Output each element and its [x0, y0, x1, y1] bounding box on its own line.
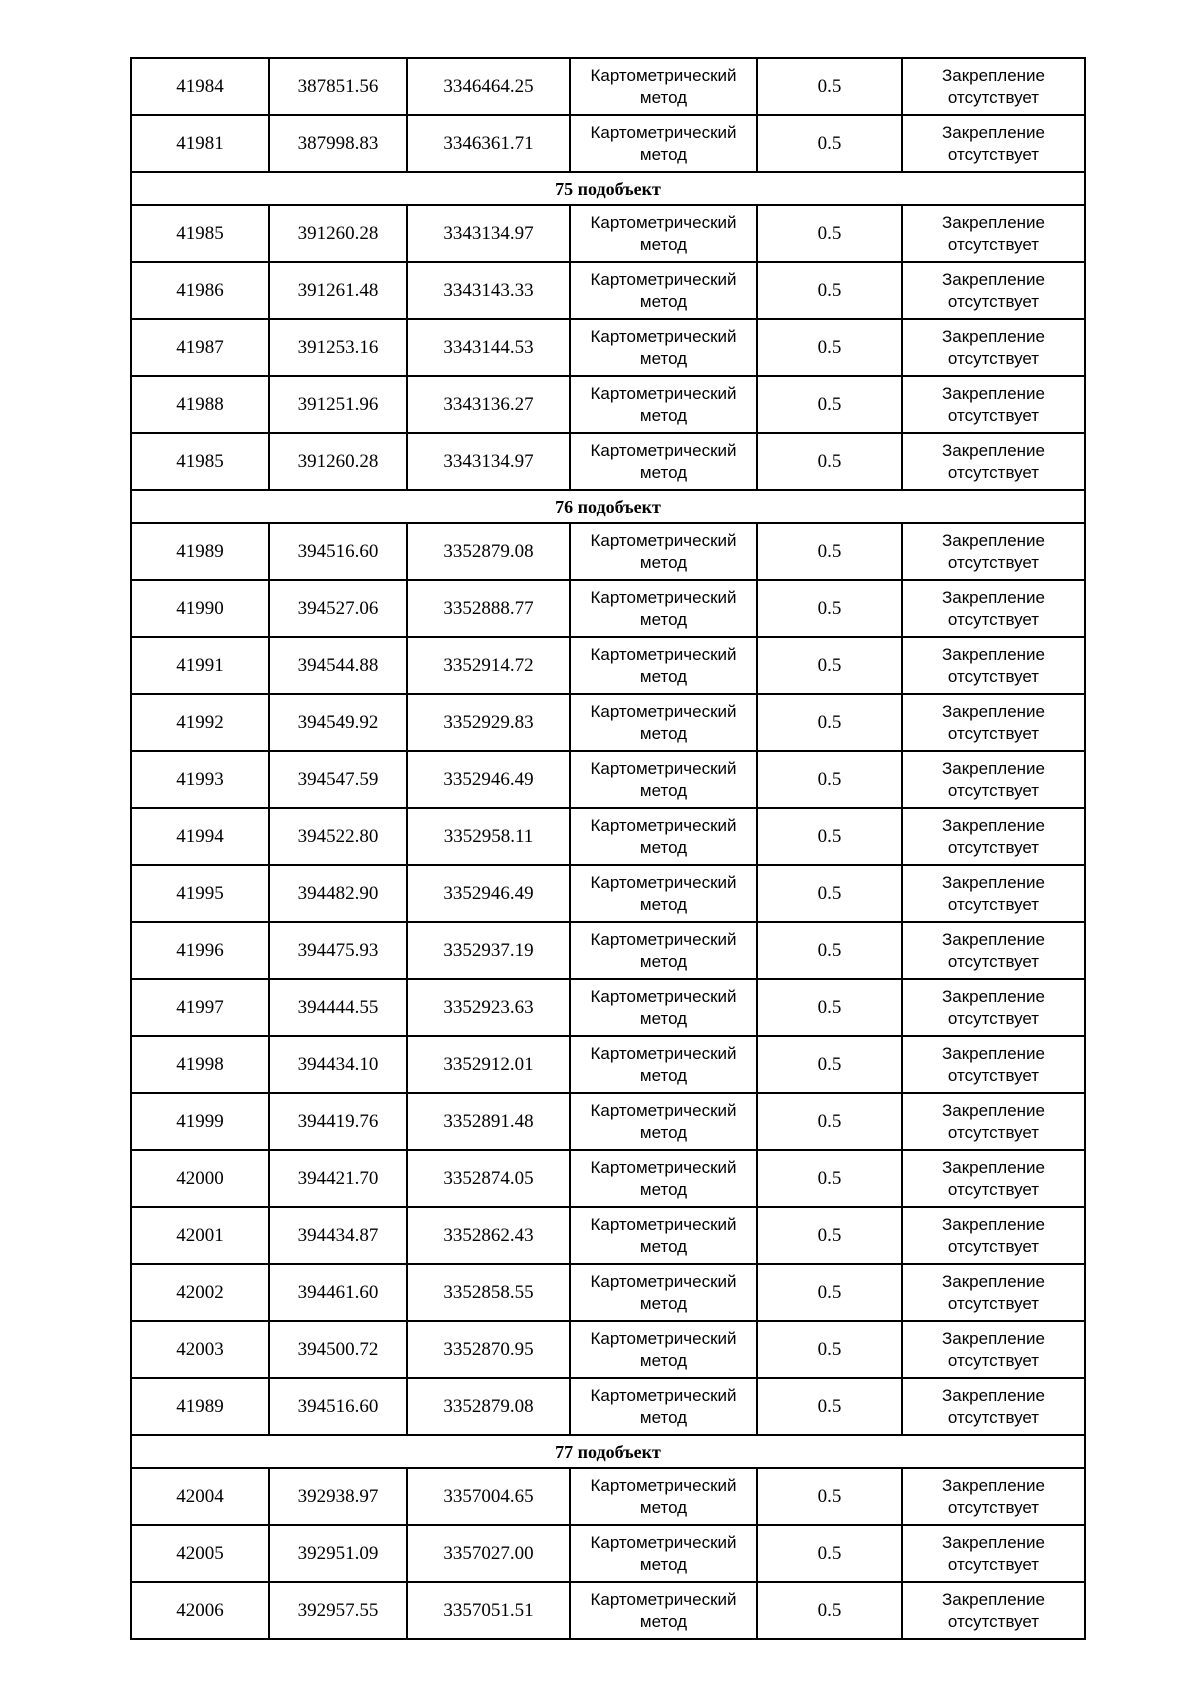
- accuracy-cell: 0.5: [757, 922, 902, 979]
- x-coordinate-cell: 394522.80: [269, 808, 407, 865]
- fixation-cell: Закрепление отсутствует: [902, 694, 1085, 751]
- point-number-cell: 41995: [131, 865, 269, 922]
- fixation-cell: Закрепление отсутствует: [902, 1036, 1085, 1093]
- section-header-label: 75 подобъект: [131, 172, 1085, 205]
- accuracy-cell: 0.5: [757, 865, 902, 922]
- fixation-cell: Закрепление отсутствует: [902, 1093, 1085, 1150]
- y-coordinate-cell: 3352923.63: [407, 979, 570, 1036]
- table-row: [131, 1582, 1085, 1639]
- fixation-cell: Закрепление отсутствует: [902, 1525, 1085, 1582]
- table-row: [131, 1525, 1085, 1582]
- table-row: [131, 1378, 1085, 1435]
- method-cell: Картометрический метод: [570, 1525, 757, 1582]
- y-coordinate-cell: 3343134.97: [407, 205, 570, 262]
- x-coordinate-cell: 394434.87: [269, 1207, 407, 1264]
- fixation-cell: Закрепление отсутствует: [902, 922, 1085, 979]
- fixation-cell: Закрепление отсутствует: [902, 523, 1085, 580]
- point-number-cell: 41999: [131, 1093, 269, 1150]
- table-row: [131, 1264, 1085, 1321]
- accuracy-cell: 0.5: [757, 1036, 902, 1093]
- fixation-cell: Закрепление отсутствует: [902, 1378, 1085, 1435]
- fixation-cell: Закрепление отсутствует: [902, 1321, 1085, 1378]
- table-row: [131, 865, 1085, 922]
- method-cell: Картометрический метод: [570, 1093, 757, 1150]
- table-row: [131, 694, 1085, 751]
- y-coordinate-cell: 3352958.11: [407, 808, 570, 865]
- x-coordinate-cell: 391261.48: [269, 262, 407, 319]
- y-coordinate-cell: 3352891.48: [407, 1093, 570, 1150]
- accuracy-cell: 0.5: [757, 1582, 902, 1639]
- fixation-cell: Закрепление отсутствует: [902, 1582, 1085, 1639]
- y-coordinate-cell: 3343134.97: [407, 433, 570, 490]
- point-number-cell: 41987: [131, 319, 269, 376]
- x-coordinate-cell: 394544.88: [269, 637, 407, 694]
- x-coordinate-cell: 392951.09: [269, 1525, 407, 1582]
- accuracy-cell: 0.5: [757, 694, 902, 751]
- point-number-cell: 41985: [131, 433, 269, 490]
- point-number-cell: 41992: [131, 694, 269, 751]
- method-cell: Картометрический метод: [570, 376, 757, 433]
- method-cell: Картометрический метод: [570, 1582, 757, 1639]
- y-coordinate-cell: 3352858.55: [407, 1264, 570, 1321]
- fixation-cell: Закрепление отсутствует: [902, 979, 1085, 1036]
- y-coordinate-cell: 3352937.19: [407, 922, 570, 979]
- accuracy-cell: 0.5: [757, 1093, 902, 1150]
- method-cell: Картометрический метод: [570, 523, 757, 580]
- accuracy-cell: 0.5: [757, 1207, 902, 1264]
- accuracy-cell: 0.5: [757, 580, 902, 637]
- y-coordinate-cell: 3352914.72: [407, 637, 570, 694]
- table-row: [131, 1468, 1085, 1525]
- y-coordinate-cell: 3343144.53: [407, 319, 570, 376]
- accuracy-cell: 0.5: [757, 115, 902, 172]
- method-cell: Картометрический метод: [570, 262, 757, 319]
- point-number-cell: 42001: [131, 1207, 269, 1264]
- method-cell: Картометрический метод: [570, 1036, 757, 1093]
- y-coordinate-cell: 3352874.05: [407, 1150, 570, 1207]
- accuracy-cell: 0.5: [757, 433, 902, 490]
- point-number-cell: 41996: [131, 922, 269, 979]
- x-coordinate-cell: 387998.83: [269, 115, 407, 172]
- table-row: [131, 58, 1085, 115]
- section-header-row: [131, 490, 1085, 523]
- method-cell: Картометрический метод: [570, 694, 757, 751]
- method-cell: Картометрический метод: [570, 205, 757, 262]
- accuracy-cell: 0.5: [757, 319, 902, 376]
- accuracy-cell: 0.5: [757, 1321, 902, 1378]
- x-coordinate-cell: 394434.10: [269, 1036, 407, 1093]
- x-coordinate-cell: 392957.55: [269, 1582, 407, 1639]
- point-number-cell: 42000: [131, 1150, 269, 1207]
- x-coordinate-cell: 394500.72: [269, 1321, 407, 1378]
- table-row: [131, 580, 1085, 637]
- point-number-cell: 41986: [131, 262, 269, 319]
- accuracy-cell: 0.5: [757, 1468, 902, 1525]
- method-cell: Картометрический метод: [570, 58, 757, 115]
- accuracy-cell: 0.5: [757, 262, 902, 319]
- fixation-cell: Закрепление отсутствует: [902, 1207, 1085, 1264]
- table-row: [131, 1321, 1085, 1378]
- point-number-cell: 42006: [131, 1582, 269, 1639]
- section-header-label: 77 подобъект: [131, 1435, 1085, 1468]
- method-cell: Картометрический метод: [570, 1468, 757, 1525]
- x-coordinate-cell: 394461.60: [269, 1264, 407, 1321]
- fixation-cell: Закрепление отсутствует: [902, 1264, 1085, 1321]
- x-coordinate-cell: 394516.60: [269, 1378, 407, 1435]
- method-cell: Картометрический метод: [570, 922, 757, 979]
- method-cell: Картометрический метод: [570, 979, 757, 1036]
- method-cell: Картометрический метод: [570, 433, 757, 490]
- table-body: [131, 58, 1085, 1639]
- method-cell: Картометрический метод: [570, 1321, 757, 1378]
- x-coordinate-cell: 394419.76: [269, 1093, 407, 1150]
- accuracy-cell: 0.5: [757, 751, 902, 808]
- y-coordinate-cell: 3352888.77: [407, 580, 570, 637]
- method-cell: Картометрический метод: [570, 580, 757, 637]
- table-row: [131, 376, 1085, 433]
- y-coordinate-cell: 3357004.65: [407, 1468, 570, 1525]
- section-header-row: [131, 172, 1085, 205]
- accuracy-cell: 0.5: [757, 376, 902, 433]
- point-number-cell: 42003: [131, 1321, 269, 1378]
- method-cell: Картометрический метод: [570, 637, 757, 694]
- method-cell: Картометрический метод: [570, 865, 757, 922]
- table-row: [131, 433, 1085, 490]
- method-cell: Картометрический метод: [570, 1150, 757, 1207]
- point-number-cell: 41989: [131, 1378, 269, 1435]
- y-coordinate-cell: 3352946.49: [407, 865, 570, 922]
- method-cell: Картометрический метод: [570, 115, 757, 172]
- accuracy-cell: 0.5: [757, 523, 902, 580]
- x-coordinate-cell: 392938.97: [269, 1468, 407, 1525]
- table-row: [131, 1093, 1085, 1150]
- point-number-cell: 41994: [131, 808, 269, 865]
- accuracy-cell: 0.5: [757, 1525, 902, 1582]
- table-row: [131, 979, 1085, 1036]
- fixation-cell: Закрепление отсутствует: [902, 808, 1085, 865]
- fixation-cell: Закрепление отсутствует: [902, 262, 1085, 319]
- accuracy-cell: 0.5: [757, 979, 902, 1036]
- fixation-cell: Закрепление отсутствует: [902, 319, 1085, 376]
- point-number-cell: 41993: [131, 751, 269, 808]
- y-coordinate-cell: 3346361.71: [407, 115, 570, 172]
- y-coordinate-cell: 3352862.43: [407, 1207, 570, 1264]
- point-number-cell: 41989: [131, 523, 269, 580]
- accuracy-cell: 0.5: [757, 1378, 902, 1435]
- x-coordinate-cell: 391260.28: [269, 205, 407, 262]
- point-number-cell: 42004: [131, 1468, 269, 1525]
- accuracy-cell: 0.5: [757, 58, 902, 115]
- point-number-cell: 41991: [131, 637, 269, 694]
- y-coordinate-cell: 3343143.33: [407, 262, 570, 319]
- x-coordinate-cell: 394475.93: [269, 922, 407, 979]
- y-coordinate-cell: 3352912.01: [407, 1036, 570, 1093]
- x-coordinate-cell: 387851.56: [269, 58, 407, 115]
- table-row: [131, 523, 1085, 580]
- point-number-cell: 41990: [131, 580, 269, 637]
- table-row: [131, 637, 1085, 694]
- method-cell: Картометрический метод: [570, 808, 757, 865]
- method-cell: Картометрический метод: [570, 751, 757, 808]
- table-row: [131, 1207, 1085, 1264]
- point-number-cell: 41981: [131, 115, 269, 172]
- method-cell: Картометрический метод: [570, 319, 757, 376]
- point-number-cell: 42005: [131, 1525, 269, 1582]
- fixation-cell: Закрепление отсутствует: [902, 751, 1085, 808]
- x-coordinate-cell: 394527.06: [269, 580, 407, 637]
- y-coordinate-cell: 3357051.51: [407, 1582, 570, 1639]
- table-row: [131, 922, 1085, 979]
- accuracy-cell: 0.5: [757, 1150, 902, 1207]
- section-header-row: [131, 1435, 1085, 1468]
- y-coordinate-cell: 3357027.00: [407, 1525, 570, 1582]
- y-coordinate-cell: 3346464.25: [407, 58, 570, 115]
- point-number-cell: 42002: [131, 1264, 269, 1321]
- fixation-cell: Закрепление отсутствует: [902, 580, 1085, 637]
- fixation-cell: Закрепление отсутствует: [902, 376, 1085, 433]
- table-row: [131, 1150, 1085, 1207]
- x-coordinate-cell: 394421.70: [269, 1150, 407, 1207]
- table-row: [131, 115, 1085, 172]
- y-coordinate-cell: 3352946.49: [407, 751, 570, 808]
- accuracy-cell: 0.5: [757, 205, 902, 262]
- accuracy-cell: 0.5: [757, 1264, 902, 1321]
- y-coordinate-cell: 3343136.27: [407, 376, 570, 433]
- point-number-cell: 41988: [131, 376, 269, 433]
- x-coordinate-cell: 394516.60: [269, 523, 407, 580]
- point-number-cell: 41984: [131, 58, 269, 115]
- table-row: [131, 1036, 1085, 1093]
- y-coordinate-cell: 3352870.95: [407, 1321, 570, 1378]
- table-row: [131, 319, 1085, 376]
- y-coordinate-cell: 3352929.83: [407, 694, 570, 751]
- coordinates-table: [130, 57, 1086, 1640]
- x-coordinate-cell: 391260.28: [269, 433, 407, 490]
- x-coordinate-cell: 394444.55: [269, 979, 407, 1036]
- fixation-cell: Закрепление отсутствует: [902, 1150, 1085, 1207]
- fixation-cell: Закрепление отсутствует: [902, 433, 1085, 490]
- fixation-cell: Закрепление отсутствует: [902, 58, 1085, 115]
- section-header-label: 76 подобъект: [131, 490, 1085, 523]
- table-row: [131, 262, 1085, 319]
- accuracy-cell: 0.5: [757, 808, 902, 865]
- method-cell: Картометрический метод: [570, 1264, 757, 1321]
- table-row: [131, 808, 1085, 865]
- fixation-cell: Закрепление отсутствует: [902, 1468, 1085, 1525]
- accuracy-cell: 0.5: [757, 637, 902, 694]
- x-coordinate-cell: 391253.16: [269, 319, 407, 376]
- fixation-cell: Закрепление отсутствует: [902, 865, 1085, 922]
- table-row: [131, 205, 1085, 262]
- x-coordinate-cell: 394547.59: [269, 751, 407, 808]
- x-coordinate-cell: 394549.92: [269, 694, 407, 751]
- point-number-cell: 41997: [131, 979, 269, 1036]
- point-number-cell: 41985: [131, 205, 269, 262]
- method-cell: Картометрический метод: [570, 1207, 757, 1264]
- y-coordinate-cell: 3352879.08: [407, 523, 570, 580]
- point-number-cell: 41998: [131, 1036, 269, 1093]
- fixation-cell: Закрепление отсутствует: [902, 637, 1085, 694]
- x-coordinate-cell: 391251.96: [269, 376, 407, 433]
- fixation-cell: Закрепление отсутствует: [902, 205, 1085, 262]
- fixation-cell: Закрепление отсутствует: [902, 115, 1085, 172]
- x-coordinate-cell: 394482.90: [269, 865, 407, 922]
- y-coordinate-cell: 3352879.08: [407, 1378, 570, 1435]
- table-row: [131, 751, 1085, 808]
- method-cell: Картометрический метод: [570, 1378, 757, 1435]
